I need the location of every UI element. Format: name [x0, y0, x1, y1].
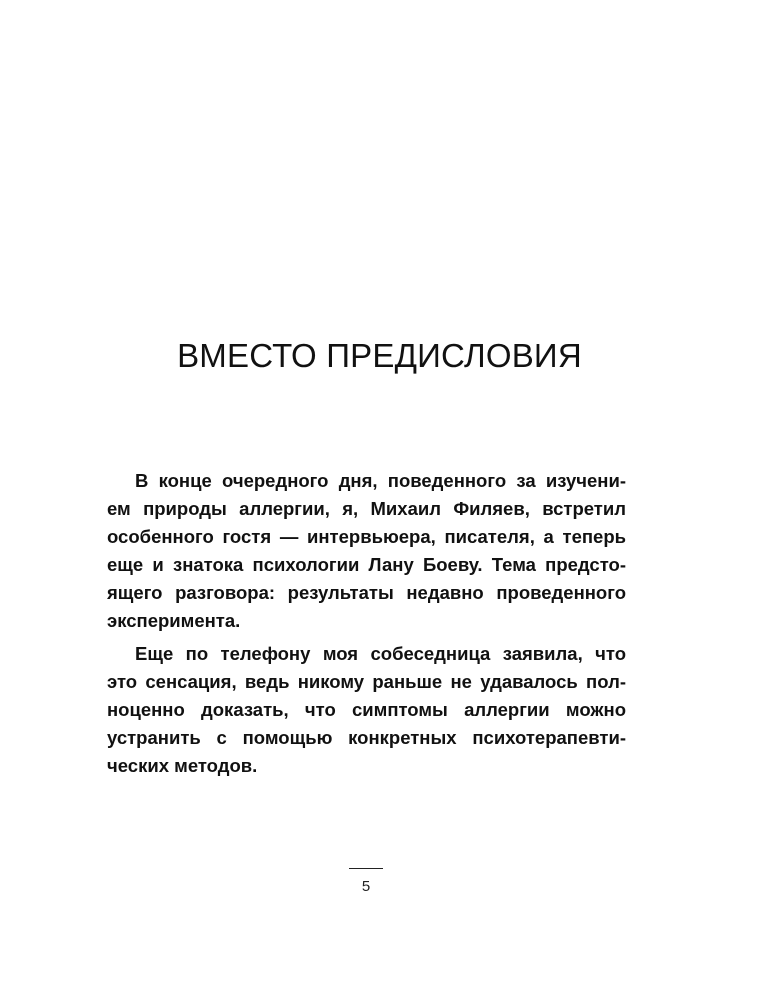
text-line: ем природы аллергии, я, Михаил Филяев, встретил — [107, 498, 626, 519]
paragraph-1 — [107, 467, 626, 635]
text-line: ящего разговора: результаты недавно проведенного — [107, 582, 626, 603]
body-text — [107, 467, 626, 780]
text-line: ноценно доказать, что симптомы аллергии можно — [107, 699, 626, 720]
text-line: В конце очередного дня, поведенного за изучени- — [135, 470, 626, 491]
footer-rule — [349, 868, 383, 869]
text-line: особенного гостя — интервьюера, писателя, а теперь — [107, 526, 626, 547]
text-line: еще и знатока психологии Лану Боеву. Тема предсто- — [107, 554, 626, 575]
page-number: 5 — [361, 878, 371, 895]
chapter-title: ВМЕСТО ПРЕДИСЛОВИЯ — [177, 337, 582, 374]
text-line: устранить с помощью конкретных психотерапевти- — [107, 727, 626, 748]
paragraph-2 — [107, 640, 626, 780]
text-line: эксперимента. — [107, 610, 241, 631]
text-line: ческих методов. — [107, 755, 258, 776]
text-line: Еще по телефону моя собеседница заявила, что — [135, 643, 626, 664]
text-line: это сенсация, ведь никому раньше не удавалось пол- — [107, 671, 626, 692]
